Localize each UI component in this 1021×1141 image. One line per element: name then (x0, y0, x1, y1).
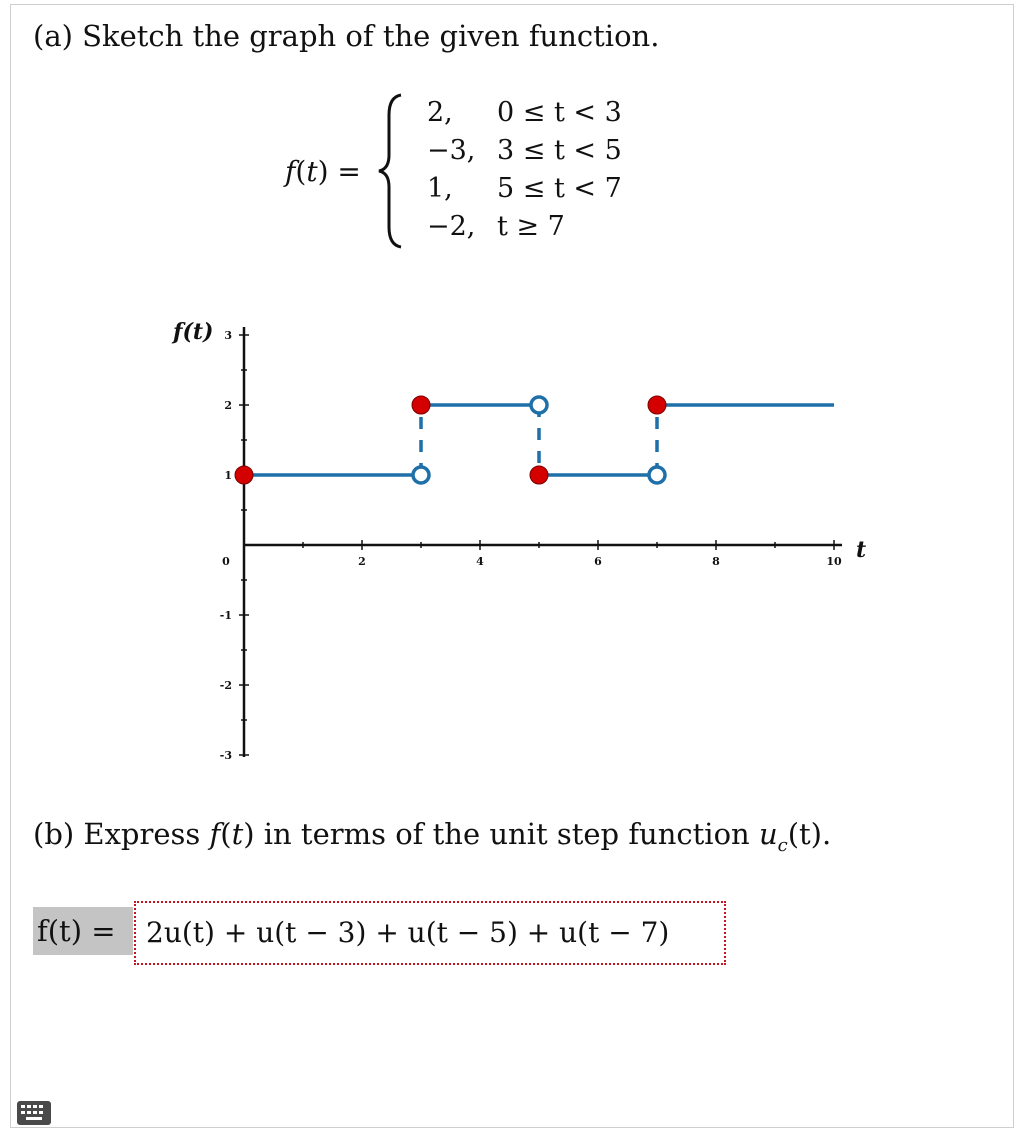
y-tick-label: -3 (219, 749, 232, 762)
case-value: −3, (427, 135, 476, 166)
open-point (531, 397, 547, 413)
closed-point (235, 466, 253, 484)
case-condition: 3 ≤ t < 5 (497, 135, 622, 166)
y-tick-label: 2 (224, 399, 232, 412)
answer-label: f(t) = (33, 907, 133, 955)
function-lhs: f(t) = (285, 155, 361, 188)
x-tick-label: 10 (826, 555, 842, 568)
case-value: −2, (427, 211, 476, 242)
x-tick-label: 6 (594, 555, 602, 568)
x-axis-label: t (856, 537, 867, 563)
case-value: 1, (427, 173, 453, 204)
x-tick-label: 2 (358, 555, 366, 568)
y-axis-label: f(t) (173, 319, 214, 345)
y-tick-label: -1 (219, 609, 232, 622)
part-b-heading: (b) Express f(t) in terms of the unit step function $u_c(t)$. (33, 817, 832, 856)
case-condition: 5 ≤ t < 7 (497, 173, 622, 204)
closed-point (530, 466, 548, 484)
step-function-graph (151, 305, 891, 775)
open-point (413, 467, 429, 483)
x-tick-label: 8 (712, 555, 720, 568)
part-a-heading: (a) Sketch the graph of the given function. (33, 19, 660, 53)
origin-label: 0 (222, 555, 230, 568)
case-condition: 0 ≤ t < 3 (497, 97, 622, 128)
x-tick-label: 4 (476, 555, 484, 568)
y-tick-label: 1 (224, 469, 232, 482)
closed-point (648, 396, 666, 414)
case-value: 2, (427, 97, 453, 128)
case-condition: t ≥ 7 (497, 211, 565, 242)
closed-point (412, 396, 430, 414)
y-tick-label: -2 (219, 679, 232, 692)
y-tick-label: 3 (224, 329, 232, 342)
answer-input[interactable]: 2u(t) + u(t − 3) + u(t − 5) + u(t − 7) (134, 901, 726, 965)
keyboard-icon[interactable] (16, 1100, 52, 1126)
problem-card (10, 4, 1014, 1128)
left-brace (375, 91, 405, 251)
open-point (649, 467, 665, 483)
